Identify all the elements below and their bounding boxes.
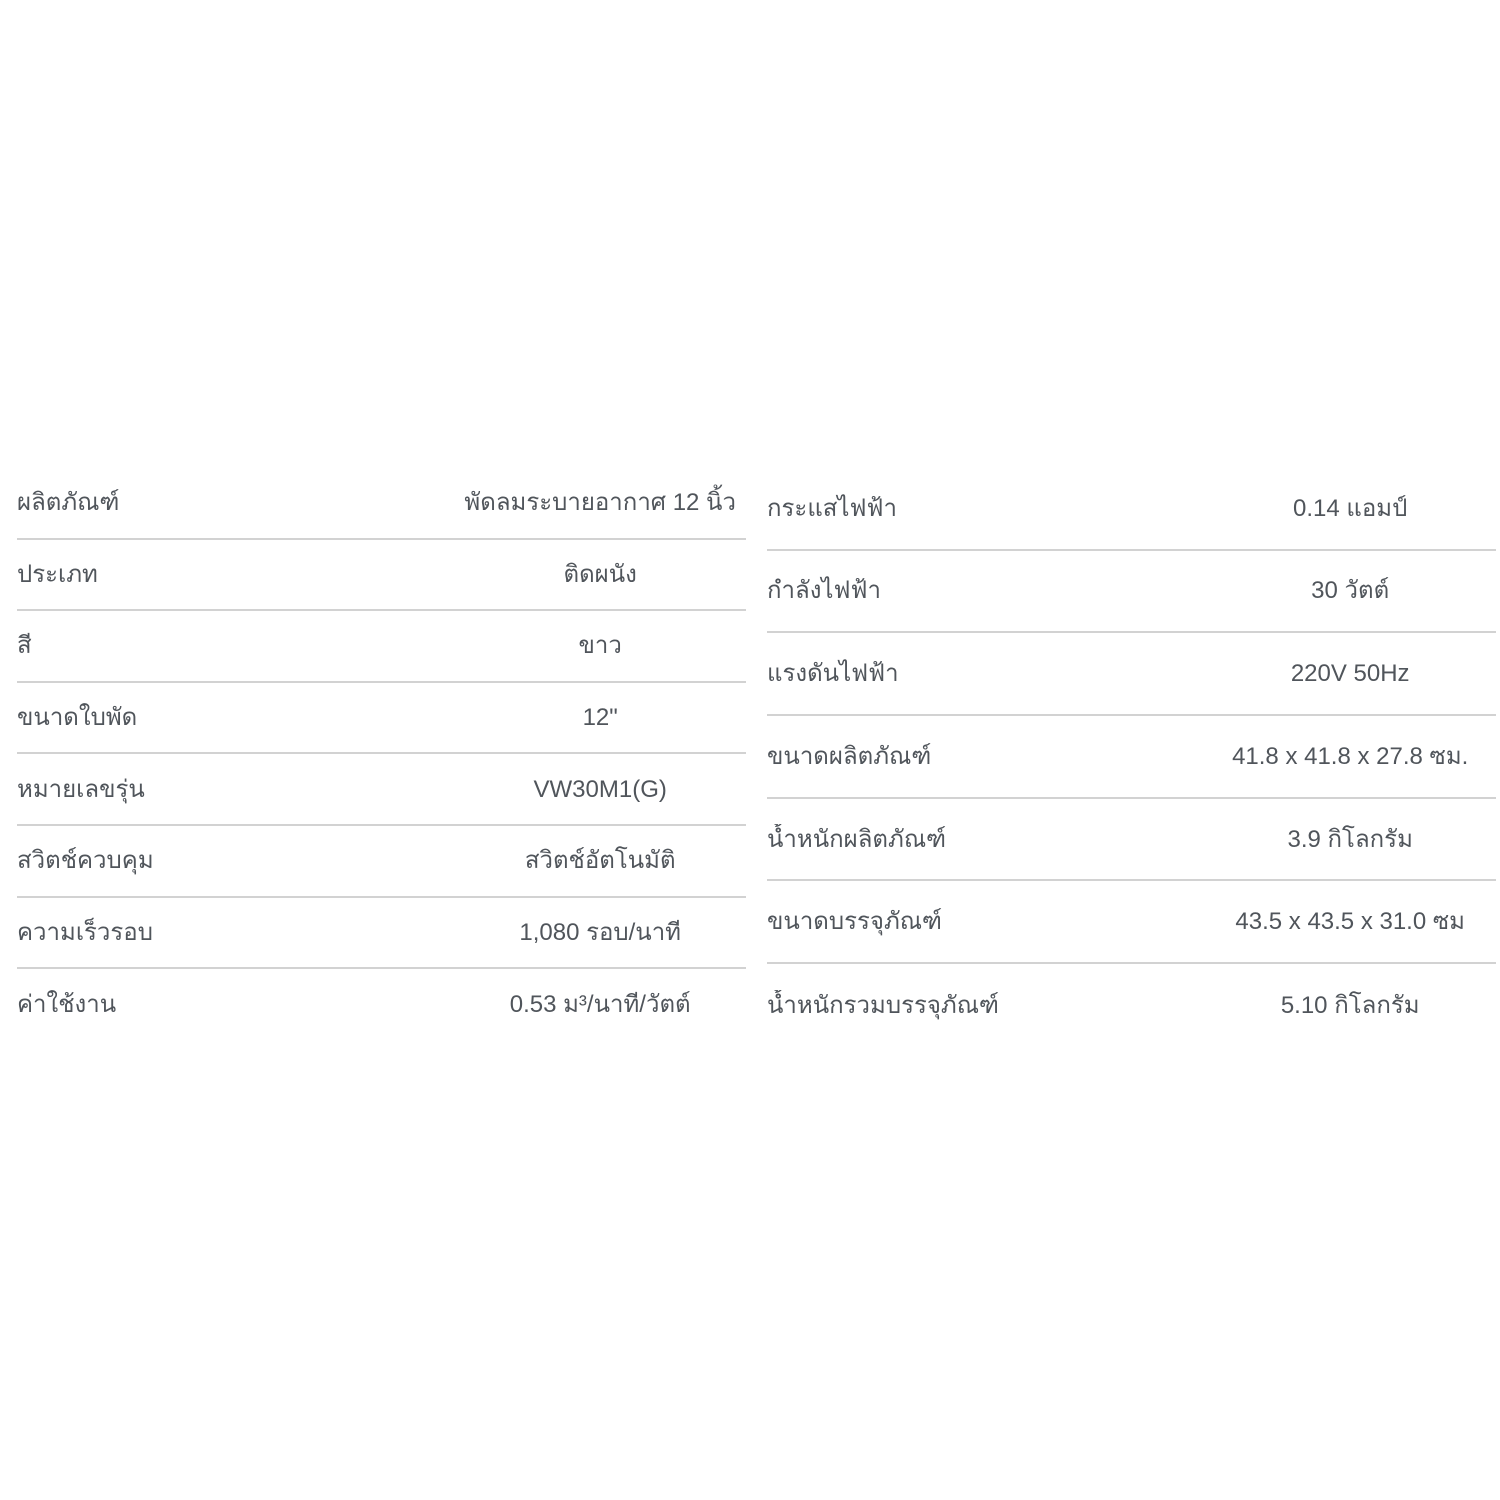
spec-row-color xyxy=(17,611,746,683)
spec-value-blade-size: 12" xyxy=(582,703,618,731)
spec-row-model-number xyxy=(17,754,746,826)
spec-row-power xyxy=(767,551,1496,634)
spec-label-rotation-speed: ความเร็วรอบ xyxy=(17,918,153,946)
spec-label-product-dimensions: ขนาดผลิตภัณฑ์ xyxy=(767,742,932,770)
spec-value-control-switch: สวิตช์อัตโนมัติ xyxy=(524,847,676,875)
spec-value-type: ติดผนัง xyxy=(563,560,637,588)
spec-label-power: กำลังไฟฟ้า xyxy=(767,577,881,605)
spec-row-control-switch xyxy=(17,826,746,898)
spec-row-rotation-speed xyxy=(17,898,746,970)
spec-label-gross-weight: น้ำหนักรวมบรรจุภัณฑ์ xyxy=(767,991,999,1019)
spec-value-gross-weight: 5.10 กิโลกรัม xyxy=(1280,991,1420,1019)
spec-label-product-weight: น้ำหนักผลิตภัณฑ์ xyxy=(767,825,947,853)
spec-table-right xyxy=(767,468,1496,1047)
spec-row-product-weight xyxy=(767,799,1496,882)
spec-value-color: ขาว xyxy=(578,632,622,660)
spec-value-package-dimensions: 43.5 x 43.5 x 31.0 ซม xyxy=(1235,908,1465,936)
spec-row-product xyxy=(17,468,746,540)
spec-label-blade-size: ขนาดใบพัด xyxy=(17,703,138,731)
spec-label-control-switch: สวิตช์ควบคุม xyxy=(17,847,154,875)
spec-label-package-dimensions: ขนาดบรรจุภัณฑ์ xyxy=(767,908,942,936)
spec-value-model-number: VW30M1(G) xyxy=(533,775,667,803)
spec-label-color: สี xyxy=(17,632,32,660)
spec-value-product: พัดลมระบายอากาศ 12 นิ้ว xyxy=(464,489,736,517)
spec-label-voltage: แรงดันไฟฟ้า xyxy=(767,660,899,688)
spec-value-usage-rate: 0.53 ม³/นาที/วัตต์ xyxy=(509,991,691,1019)
spec-row-current xyxy=(767,468,1496,551)
spec-label-model-number: หมายเลขรุ่น xyxy=(17,775,145,803)
spec-label-usage-rate: ค่าใช้งาน xyxy=(17,991,117,1019)
spec-value-power: 30 วัตต์ xyxy=(1311,577,1390,605)
spec-row-usage-rate xyxy=(17,969,746,1041)
spec-value-product-dimensions: 41.8 x 41.8 x 27.8 ซม. xyxy=(1232,742,1469,770)
spec-value-product-weight: 3.9 กิโลกรัม xyxy=(1287,825,1413,853)
spec-row-blade-size xyxy=(17,683,746,755)
spec-value-current: 0.14 แอมป์ xyxy=(1293,494,1408,522)
spec-row-gross-weight xyxy=(767,964,1496,1047)
spec-row-voltage xyxy=(767,633,1496,716)
spec-value-rotation-speed: 1,080 รอบ/นาที xyxy=(519,918,681,946)
spec-table-left xyxy=(17,468,746,1041)
spec-label-current: กระแสไฟฟ้า xyxy=(767,494,897,522)
spec-value-voltage: 220V 50Hz xyxy=(1290,660,1410,688)
spec-row-type xyxy=(17,540,746,612)
spec-label-type: ประเภท xyxy=(17,560,98,588)
spec-label-product: ผลิตภัณฑ์ xyxy=(17,489,120,517)
spec-row-package-dimensions xyxy=(767,881,1496,964)
spec-row-product-dimensions xyxy=(767,716,1496,799)
